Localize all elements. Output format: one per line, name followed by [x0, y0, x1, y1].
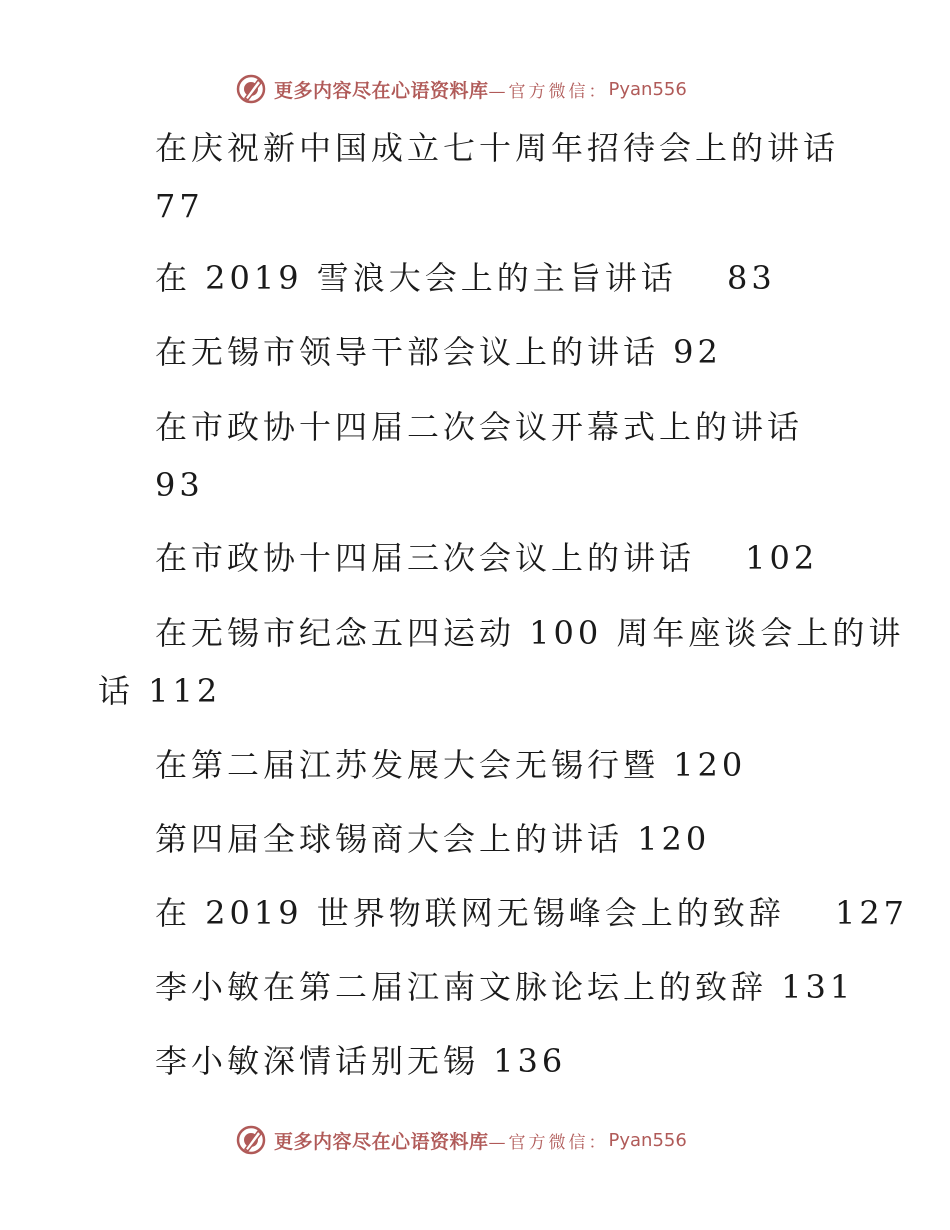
toc-line: 在第二届江苏发展大会无锡行暨 120 [155, 746, 747, 784]
toc-line: 在市政协十四届二次会议开幕式上的讲话 [155, 408, 804, 446]
toc-line: 在市政协十四届三次会议上的讲话 102 [155, 539, 819, 577]
toc-line: 在无锡市领导干部会议上的讲话 92 [155, 333, 722, 371]
pen-logo-icon [236, 1125, 266, 1155]
toc-line: 在庆祝新中国成立七十周年招待会上的讲话 [155, 129, 840, 167]
banner-title: 更多内容尽在心语资料库 [274, 79, 489, 102]
toc-line: 93 [155, 466, 204, 504]
toc-line: 第四届全球锡商大会上的讲话 120 [155, 820, 711, 858]
banner-subtitle: —官方微信： [488, 81, 609, 102]
header-banner [236, 72, 687, 106]
banner-wechat-id: Pyan556 [608, 78, 687, 100]
footer-banner [236, 1123, 687, 1157]
toc-line: 在 2019 雪浪大会上的主旨讲话 83 [155, 259, 776, 297]
toc-line: 李小敏在第二届江南文脉论坛上的致辞 131 [155, 968, 855, 1006]
toc-line: 在无锡市纪念五四运动 100 周年座谈会上的讲 [155, 614, 905, 652]
toc-line: 李小敏深情话别无锡 136 [155, 1042, 567, 1080]
toc-line: 在 2019 世界物联网无锡峰会上的致辞 127 [155, 894, 909, 932]
pen-logo-icon [236, 74, 266, 104]
banner-title: 更多内容尽在心语资料库 [274, 1130, 489, 1153]
banner-wechat-id: Pyan556 [608, 1129, 687, 1151]
banner-subtitle: —官方微信： [488, 1132, 609, 1153]
toc-line: 话 112 [98, 672, 222, 710]
toc-line: 77 [155, 187, 204, 225]
